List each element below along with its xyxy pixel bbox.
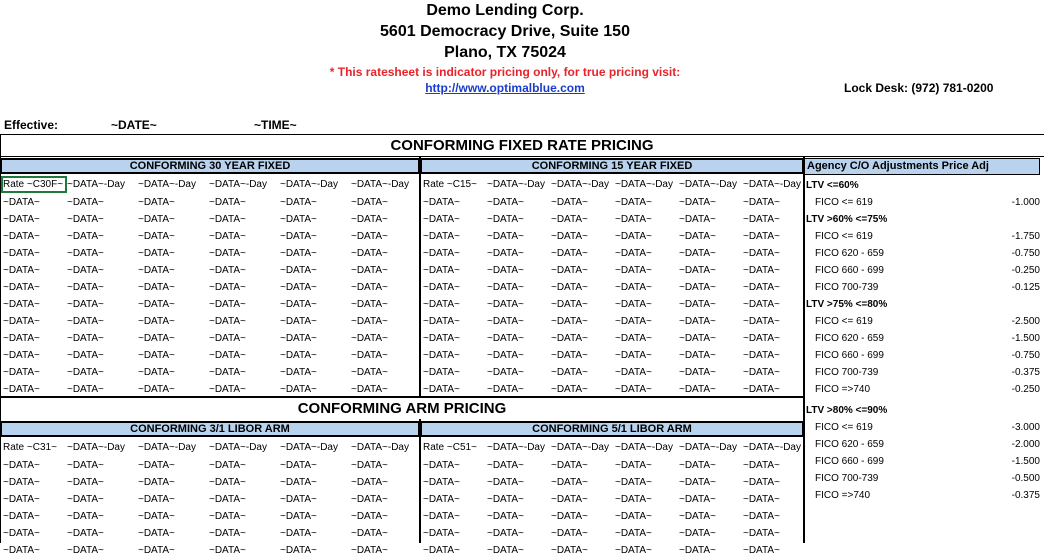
table-cell[interactable]: ~DATA~	[67, 545, 104, 556]
table-cell[interactable]: ~DATA~	[280, 214, 317, 225]
table-cell[interactable]: ~DATA~	[209, 460, 246, 471]
table-cell[interactable]: ~DATA~	[209, 214, 246, 225]
column-header[interactable]: ~DATA~-Day	[551, 442, 609, 453]
table-cell[interactable]: ~DATA~	[551, 316, 588, 327]
table-cell[interactable]: ~DATA~	[487, 494, 524, 505]
table-cell[interactable]: ~DATA~	[679, 350, 716, 361]
table-cell[interactable]: ~DATA~	[615, 248, 652, 259]
table-cell[interactable]: ~DATA~	[209, 367, 246, 378]
table-cell[interactable]: ~DATA~	[743, 265, 780, 276]
table-cell[interactable]: ~DATA~	[138, 197, 175, 208]
table-cell[interactable]: ~DATA~	[423, 384, 460, 395]
table-cell[interactable]: ~DATA~	[743, 528, 780, 539]
table-cell[interactable]: ~DATA~	[487, 333, 524, 344]
table-cell[interactable]: ~DATA~	[138, 511, 175, 522]
table-cell[interactable]: ~DATA~	[679, 528, 716, 539]
table-cell[interactable]: ~DATA~	[209, 350, 246, 361]
fico-band-label: FICO 700-739	[815, 473, 879, 484]
table-cell[interactable]: ~DATA~	[351, 477, 388, 488]
divider-line	[803, 156, 805, 543]
table-cell[interactable]: ~DATA~	[679, 494, 716, 505]
table-cell[interactable]: ~DATA~	[3, 316, 40, 327]
table-cell[interactable]: ~DATA~	[743, 350, 780, 361]
table-cell[interactable]: ~DATA~	[351, 214, 388, 225]
table-cell[interactable]: ~DATA~	[209, 384, 246, 395]
table-cell[interactable]: ~DATA~	[138, 333, 175, 344]
table-cell[interactable]: ~DATA~	[487, 316, 524, 327]
table-cell[interactable]: ~DATA~	[487, 477, 524, 488]
table-cell[interactable]: ~DATA~	[743, 384, 780, 395]
table-cell[interactable]: ~DATA~	[423, 367, 460, 378]
price-adjustment-value: -2.000	[1011, 439, 1040, 450]
table-cell[interactable]: ~DATA~	[280, 231, 317, 242]
table-cell[interactable]: ~DATA~	[487, 248, 524, 259]
table-cell[interactable]: ~DATA~	[615, 511, 652, 522]
table-cell[interactable]: ~DATA~	[743, 477, 780, 488]
optimalblue-link[interactable]: http://www.optimalblue.com	[425, 81, 585, 95]
table-cell[interactable]: ~DATA~	[280, 384, 317, 395]
column-header[interactable]: ~DATA~-Day	[351, 179, 409, 190]
table-cell[interactable]: ~DATA~	[3, 248, 40, 259]
price-adjustment-value: -1.500	[1011, 333, 1040, 344]
address-line-2: Plano, TX 75024	[444, 44, 566, 61]
table-cell[interactable]: ~DATA~	[3, 367, 40, 378]
column-header[interactable]: ~DATA~-Day	[551, 179, 609, 190]
table-cell[interactable]: ~DATA~	[615, 214, 652, 225]
fico-band-label: FICO 660 - 699	[815, 350, 884, 361]
table-title-30yr: CONFORMING 30 YEAR FIXED	[0, 158, 420, 174]
table-cell[interactable]: ~DATA~	[3, 231, 40, 242]
table-cell[interactable]: ~DATA~	[679, 265, 716, 276]
table-cell[interactable]: ~DATA~	[615, 384, 652, 395]
effective-label: Effective:	[4, 118, 59, 132]
price-adjustment-value: -1.000	[1011, 197, 1040, 208]
column-header[interactable]: ~DATA~-Day	[679, 179, 737, 190]
table-cell[interactable]: ~DATA~	[615, 282, 652, 293]
table-cell[interactable]: ~DATA~	[551, 350, 588, 361]
table-cell[interactable]: ~DATA~	[679, 197, 716, 208]
ltv-group-label: LTV >75% <=80%	[806, 299, 888, 310]
table-cell[interactable]: ~DATA~	[487, 545, 524, 556]
table-cell[interactable]: ~DATA~	[743, 545, 780, 556]
price-adjustment-value: -0.125	[1011, 282, 1040, 293]
column-header[interactable]: ~DATA~-Day	[67, 179, 125, 190]
fico-band-label: FICO 620 - 659	[815, 248, 884, 259]
table-cell[interactable]: ~DATA~	[3, 460, 40, 471]
table-cell[interactable]: ~DATA~	[209, 265, 246, 276]
table-cell[interactable]: ~DATA~	[209, 494, 246, 505]
table-cell[interactable]: ~DATA~	[280, 299, 317, 310]
table-cell[interactable]: ~DATA~	[615, 460, 652, 471]
table-cell[interactable]: ~DATA~	[138, 367, 175, 378]
table-cell[interactable]: ~DATA~	[280, 477, 317, 488]
table-cell[interactable]: ~DATA~	[615, 316, 652, 327]
table-cell[interactable]: ~DATA~	[743, 299, 780, 310]
fico-band-label: FICO 660 - 699	[815, 456, 884, 467]
table-cell[interactable]: ~DATA~	[3, 350, 40, 361]
column-header[interactable]: ~DATA~-Day	[280, 179, 338, 190]
fico-band-label: FICO 620 - 659	[815, 333, 884, 344]
company-name: Demo Lending Corp.	[426, 2, 584, 19]
table-cell[interactable]: ~DATA~	[3, 299, 40, 310]
price-adjustment-value: -0.250	[1011, 265, 1040, 276]
table-cell[interactable]: ~DATA~	[209, 197, 246, 208]
table-cell[interactable]: ~DATA~	[743, 367, 780, 378]
table-cell[interactable]: ~DATA~	[209, 333, 246, 344]
table-cell[interactable]: ~DATA~	[280, 528, 317, 539]
table-cell[interactable]: ~DATA~	[351, 333, 388, 344]
table-cell[interactable]: ~DATA~	[351, 197, 388, 208]
table-cell[interactable]: ~DATA~	[3, 197, 40, 208]
ltv-group-label: LTV >80% <=90%	[806, 405, 888, 416]
selected-cell-outline	[1, 176, 67, 193]
table-cell[interactable]: ~DATA~	[743, 460, 780, 471]
table-cell[interactable]: ~DATA~	[138, 231, 175, 242]
table-cell[interactable]: ~DATA~	[679, 367, 716, 378]
table-cell[interactable]: ~DATA~	[138, 528, 175, 539]
ltv-group-label: LTV <=60%	[806, 180, 859, 191]
table-cell[interactable]: ~DATA~	[67, 511, 104, 522]
table-cell[interactable]: ~DATA~	[209, 299, 246, 310]
table-cell[interactable]: ~DATA~	[138, 282, 175, 293]
table-cell[interactable]: ~DATA~	[423, 460, 460, 471]
table-cell[interactable]: ~DATA~	[743, 214, 780, 225]
table-cell[interactable]: ~DATA~	[487, 299, 524, 310]
price-adjustment-value: -0.375	[1011, 367, 1040, 378]
address-line-1: 5601 Democracy Drive, Suite 150	[380, 23, 630, 40]
table-cell[interactable]: ~DATA~	[615, 528, 652, 539]
fixed-section-title: CONFORMING FIXED RATE PRICING	[390, 137, 654, 154]
arm-section-title: CONFORMING ARM PRICING	[297, 400, 507, 417]
price-adjustment-value: -0.750	[1011, 350, 1040, 361]
table-cell[interactable]: ~DATA~	[423, 333, 460, 344]
table-cell[interactable]: ~DATA~	[67, 460, 104, 471]
table-cell[interactable]: ~DATA~	[423, 214, 460, 225]
table-cell[interactable]: ~DATA~	[423, 265, 460, 276]
table-cell[interactable]: ~DATA~	[280, 316, 317, 327]
table-title-3-1-arm: CONFORMING 3/1 LIBOR ARM	[0, 421, 420, 437]
effective-time: ~TIME~	[254, 118, 297, 132]
lock-desk-phone: Lock Desk: (972) 781-0200	[844, 81, 994, 95]
table-cell[interactable]: ~DATA~	[743, 248, 780, 259]
table-cell[interactable]: ~DATA~	[551, 545, 588, 556]
table-cell[interactable]: ~DATA~	[138, 248, 175, 259]
column-header[interactable]: ~DATA~-Day	[615, 442, 673, 453]
disclaimer-note: * This ratesheet is indicator pricing only, for true pricing visit:	[329, 65, 681, 79]
fico-band-label: FICO <= 619	[815, 422, 873, 433]
divider-line	[0, 134, 1, 543]
price-adjustment-value: -2.500	[1011, 316, 1040, 327]
table-cell[interactable]: ~DATA~	[615, 299, 652, 310]
table-cell[interactable]: ~DATA~	[487, 214, 524, 225]
table-cell[interactable]: ~DATA~	[487, 367, 524, 378]
table-cell[interactable]: ~DATA~	[351, 282, 388, 293]
table-cell[interactable]: ~DATA~	[423, 477, 460, 488]
table-cell[interactable]: ~DATA~	[551, 299, 588, 310]
divider-line	[419, 419, 421, 543]
divider-line	[0, 134, 1044, 135]
table-cell[interactable]: ~DATA~	[487, 231, 524, 242]
column-header[interactable]: ~DATA~-Day	[138, 442, 196, 453]
table-cell[interactable]: ~DATA~	[551, 214, 588, 225]
price-adjustment-value: -3.000	[1011, 422, 1040, 433]
column-header[interactable]: ~DATA~-Day	[280, 442, 338, 453]
table-title-5-1-arm: CONFORMING 5/1 LIBOR ARM	[420, 421, 804, 437]
table-cell[interactable]: ~DATA~	[67, 494, 104, 505]
price-adjustment-value: -0.375	[1011, 490, 1040, 501]
table-cell[interactable]: ~DATA~	[209, 248, 246, 259]
table-cell[interactable]: ~DATA~	[679, 384, 716, 395]
table-cell[interactable]: ~DATA~	[138, 316, 175, 327]
column-header[interactable]: ~DATA~-Day	[743, 442, 801, 453]
table-cell[interactable]: ~DATA~	[423, 545, 460, 556]
table-cell[interactable]: ~DATA~	[679, 282, 716, 293]
table-cell[interactable]: ~DATA~	[67, 384, 104, 395]
table-cell[interactable]: ~DATA~	[487, 265, 524, 276]
price-adjustment-value: -0.500	[1011, 473, 1040, 484]
table-cell[interactable]: ~DATA~	[423, 316, 460, 327]
price-adjustment-value: -0.250	[1011, 384, 1040, 395]
table-cell[interactable]: ~DATA~	[551, 460, 588, 471]
table-cell[interactable]: ~DATA~	[280, 282, 317, 293]
table-cell[interactable]: ~DATA~	[351, 316, 388, 327]
table-cell[interactable]: ~DATA~	[487, 384, 524, 395]
table-cell[interactable]: ~DATA~	[3, 494, 40, 505]
effective-date: ~DATE~	[111, 118, 157, 132]
price-adjustment-value: -1.750	[1011, 231, 1040, 242]
column-header[interactable]: ~DATA~-Day	[487, 442, 545, 453]
divider-line	[0, 156, 1044, 157]
table-cell[interactable]: ~DATA~	[679, 316, 716, 327]
table-cell[interactable]: ~DATA~	[423, 350, 460, 361]
fico-band-label: FICO 620 - 659	[815, 439, 884, 450]
table-cell[interactable]: ~DATA~	[138, 545, 175, 556]
table-cell[interactable]: ~DATA~	[351, 231, 388, 242]
table-cell[interactable]: ~DATA~	[67, 231, 104, 242]
column-header[interactable]: ~DATA~-Day	[138, 179, 196, 190]
table-cell[interactable]: ~DATA~	[487, 460, 524, 471]
table-cell[interactable]: ~DATA~	[679, 299, 716, 310]
table-cell[interactable]: ~DATA~	[615, 350, 652, 361]
table-cell[interactable]: ~DATA~	[280, 494, 317, 505]
price-adjustment-value: -0.750	[1011, 248, 1040, 259]
table-cell[interactable]: ~DATA~	[351, 299, 388, 310]
table-cell[interactable]: ~DATA~	[209, 282, 246, 293]
table-cell[interactable]: ~DATA~	[138, 477, 175, 488]
table-cell[interactable]: ~DATA~	[423, 494, 460, 505]
table-cell[interactable]: ~DATA~	[679, 545, 716, 556]
table-cell[interactable]: ~DATA~	[487, 511, 524, 522]
table-cell[interactable]: ~DATA~	[423, 511, 460, 522]
table-cell[interactable]: ~DATA~	[423, 248, 460, 259]
column-header[interactable]: ~DATA~-Day	[209, 442, 267, 453]
table-cell[interactable]: ~DATA~	[351, 367, 388, 378]
table-cell[interactable]: ~DATA~	[3, 477, 40, 488]
table-cell[interactable]: ~DATA~	[138, 460, 175, 471]
table-cell[interactable]: ~DATA~	[743, 333, 780, 344]
table-cell[interactable]: ~DATA~	[551, 333, 588, 344]
table-cell[interactable]: ~DATA~	[679, 460, 716, 471]
table-cell[interactable]: ~DATA~	[3, 333, 40, 344]
table-cell[interactable]: ~DATA~	[551, 197, 588, 208]
table-cell[interactable]: ~DATA~	[551, 511, 588, 522]
table-cell[interactable]: ~DATA~	[3, 528, 40, 539]
table-cell[interactable]: ~DATA~	[615, 367, 652, 378]
table-cell[interactable]: ~DATA~	[551, 528, 588, 539]
table-cell[interactable]: ~DATA~	[138, 214, 175, 225]
table-cell[interactable]: ~DATA~	[280, 350, 317, 361]
table-cell[interactable]: ~DATA~	[551, 282, 588, 293]
table-cell[interactable]: ~DATA~	[615, 231, 652, 242]
table-cell[interactable]: ~DATA~	[209, 316, 246, 327]
table-cell[interactable]: ~DATA~	[209, 511, 246, 522]
table-cell[interactable]: ~DATA~	[280, 545, 317, 556]
table-title-15yr: CONFORMING 15 YEAR FIXED	[420, 158, 804, 174]
table-cell[interactable]: ~DATA~	[67, 265, 104, 276]
table-cell[interactable]: ~DATA~	[67, 248, 104, 259]
table-cell[interactable]: ~DATA~	[679, 214, 716, 225]
fico-band-label: FICO <= 619	[815, 231, 873, 242]
table-cell[interactable]: ~DATA~	[551, 494, 588, 505]
table-cell[interactable]: ~DATA~	[67, 367, 104, 378]
fico-band-label: FICO <= 619	[815, 316, 873, 327]
table-cell[interactable]: ~DATA~	[138, 350, 175, 361]
price-adjustment-value: -1.500	[1011, 456, 1040, 467]
table-cell[interactable]: ~DATA~	[280, 265, 317, 276]
table-cell[interactable]: ~DATA~	[551, 265, 588, 276]
table-cell[interactable]: ~DATA~	[351, 265, 388, 276]
fico-band-label: FICO 660 - 699	[815, 265, 884, 276]
table-cell[interactable]: ~DATA~	[209, 545, 246, 556]
table-cell[interactable]: ~DATA~	[3, 214, 40, 225]
table-cell[interactable]: ~DATA~	[351, 350, 388, 361]
table-cell[interactable]: ~DATA~	[280, 197, 317, 208]
table-cell[interactable]: ~DATA~	[138, 299, 175, 310]
table-cell[interactable]: ~DATA~	[551, 231, 588, 242]
table-cell[interactable]: ~DATA~	[743, 316, 780, 327]
table-cell[interactable]: ~DATA~	[3, 282, 40, 293]
table-cell[interactable]: ~DATA~	[67, 197, 104, 208]
fico-band-label: FICO =>740	[815, 490, 871, 501]
table-cell[interactable]: ~DATA~	[138, 384, 175, 395]
table-cell[interactable]: ~DATA~	[743, 282, 780, 293]
table-cell[interactable]: ~DATA~	[67, 316, 104, 327]
table-cell[interactable]: ~DATA~	[67, 528, 104, 539]
table-cell[interactable]: ~DATA~	[679, 333, 716, 344]
table-cell[interactable]: ~DATA~	[487, 197, 524, 208]
table-cell[interactable]: ~DATA~	[138, 265, 175, 276]
fico-band-label: FICO <= 619	[815, 197, 873, 208]
column-header[interactable]: ~DATA~-Day	[67, 442, 125, 453]
column-header[interactable]: ~DATA~-Day	[743, 179, 801, 190]
table-cell[interactable]: ~DATA~	[351, 248, 388, 259]
column-header[interactable]: Rate ~C51~	[423, 442, 477, 453]
table-cell[interactable]: ~DATA~	[67, 214, 104, 225]
table-cell[interactable]: ~DATA~	[615, 333, 652, 344]
table-cell[interactable]: ~DATA~	[351, 545, 388, 556]
fico-band-label: FICO 700-739	[815, 282, 879, 293]
table-cell[interactable]: ~DATA~	[209, 477, 246, 488]
table-cell[interactable]: ~DATA~	[615, 265, 652, 276]
table-cell[interactable]: ~DATA~	[615, 477, 652, 488]
table-cell[interactable]: ~DATA~	[743, 197, 780, 208]
table-cell[interactable]: ~DATA~	[743, 494, 780, 505]
table-cell[interactable]: ~DATA~	[351, 511, 388, 522]
table-cell[interactable]: ~DATA~	[423, 528, 460, 539]
table-cell[interactable]: ~DATA~	[280, 333, 317, 344]
table-cell[interactable]: ~DATA~	[3, 265, 40, 276]
table-cell[interactable]: ~DATA~	[743, 231, 780, 242]
table-cell[interactable]: ~DATA~	[487, 528, 524, 539]
table-cell[interactable]: ~DATA~	[423, 299, 460, 310]
table-cell[interactable]: ~DATA~	[351, 528, 388, 539]
table-cell[interactable]: ~DATA~	[423, 197, 460, 208]
table-cell[interactable]: ~DATA~	[679, 248, 716, 259]
table-cell[interactable]: ~DATA~	[551, 367, 588, 378]
ltv-group-label: LTV >60% <=75%	[806, 214, 888, 225]
table-cell[interactable]: ~DATA~	[351, 460, 388, 471]
table-cell[interactable]: ~DATA~	[280, 248, 317, 259]
table-cell[interactable]: ~DATA~	[67, 350, 104, 361]
table-cell[interactable]: ~DATA~	[679, 231, 716, 242]
table-cell[interactable]: ~DATA~	[487, 282, 524, 293]
column-header[interactable]: Rate ~C30F~	[3, 179, 64, 190]
table-cell[interactable]: ~DATA~	[67, 477, 104, 488]
table-cell[interactable]: ~DATA~	[551, 248, 588, 259]
table-cell[interactable]: ~DATA~	[551, 384, 588, 395]
table-cell[interactable]: ~DATA~	[423, 231, 460, 242]
table-cell[interactable]: ~DATA~	[3, 545, 40, 556]
fico-band-label: FICO =>740	[815, 384, 871, 395]
table-cell[interactable]: ~DATA~	[423, 282, 460, 293]
fico-band-label: FICO 700-739	[815, 367, 879, 378]
column-header[interactable]: ~DATA~-Day	[487, 179, 545, 190]
table-cell[interactable]: ~DATA~	[3, 511, 40, 522]
table-cell[interactable]: ~DATA~	[743, 511, 780, 522]
column-header[interactable]: Rate ~C31~	[3, 442, 57, 453]
table-cell[interactable]: ~DATA~	[67, 282, 104, 293]
table-cell[interactable]: ~DATA~	[138, 494, 175, 505]
table-cell[interactable]: ~DATA~	[679, 511, 716, 522]
table-cell[interactable]: ~DATA~	[67, 333, 104, 344]
table-cell[interactable]: ~DATA~	[615, 545, 652, 556]
table-cell[interactable]: ~DATA~	[3, 384, 40, 395]
table-cell[interactable]: ~DATA~	[487, 350, 524, 361]
table-cell[interactable]: ~DATA~	[280, 460, 317, 471]
table-cell[interactable]: ~DATA~	[615, 197, 652, 208]
table-cell[interactable]: ~DATA~	[351, 494, 388, 505]
table-cell[interactable]: ~DATA~	[280, 367, 317, 378]
divider-line	[419, 156, 421, 396]
table-cell[interactable]: ~DATA~	[551, 477, 588, 488]
table-cell[interactable]: ~DATA~	[209, 231, 246, 242]
table-cell[interactable]: ~DATA~	[280, 511, 317, 522]
table-cell[interactable]: ~DATA~	[209, 528, 246, 539]
agency-adjustments-header: Agency C/O Adjustments Price Adj	[804, 158, 1040, 175]
column-header[interactable]: ~DATA~-Day	[209, 179, 267, 190]
column-header[interactable]: ~DATA~-Day	[351, 442, 409, 453]
table-cell[interactable]: ~DATA~	[67, 299, 104, 310]
column-header[interactable]: ~DATA~-Day	[679, 442, 737, 453]
table-cell[interactable]: ~DATA~	[679, 477, 716, 488]
table-cell[interactable]: ~DATA~	[351, 384, 388, 395]
column-header[interactable]: Rate ~C15~	[423, 179, 477, 190]
table-cell[interactable]: ~DATA~	[615, 494, 652, 505]
column-header[interactable]: ~DATA~-Day	[615, 179, 673, 190]
